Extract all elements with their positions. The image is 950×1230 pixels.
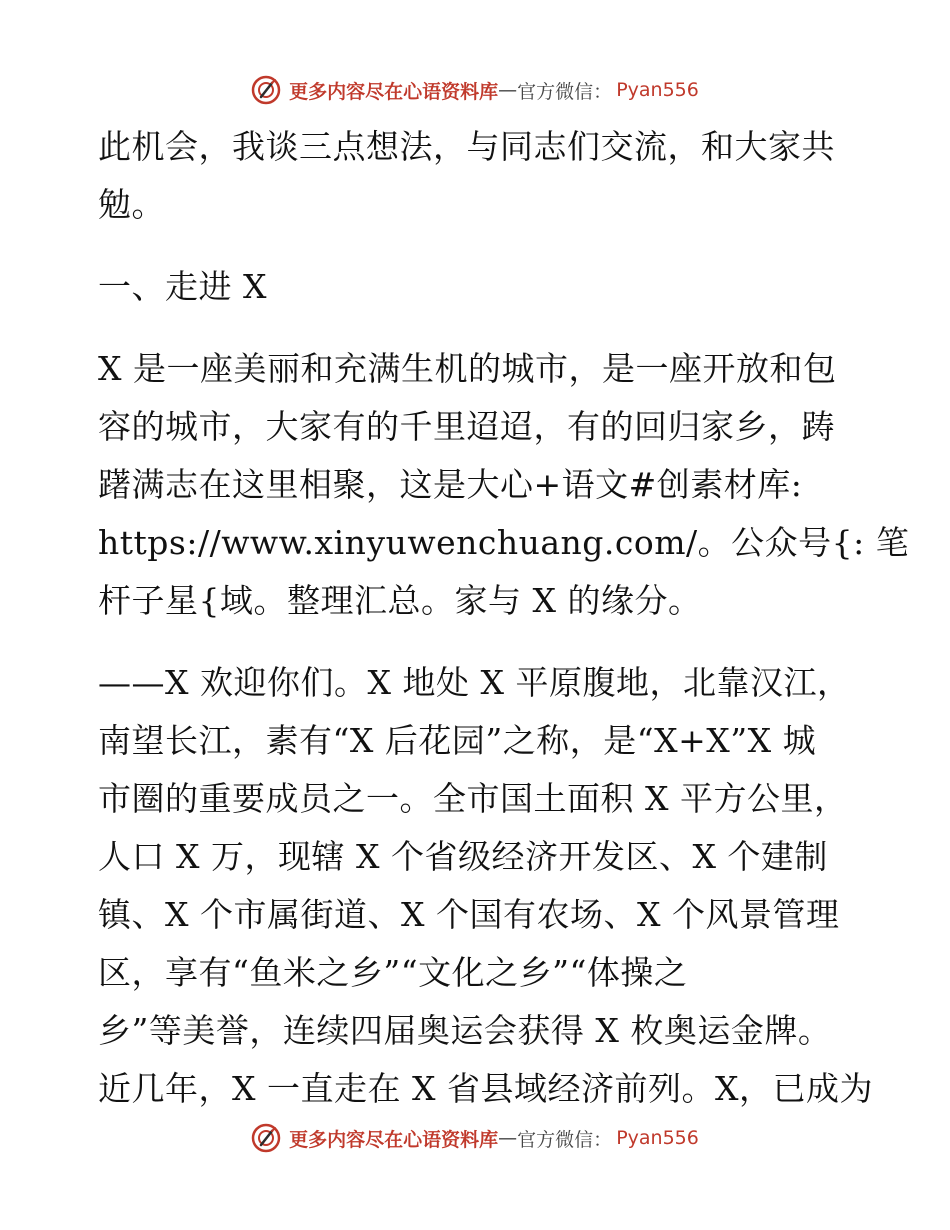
banner-text [289,77,699,104]
text-line: 乡”等美誉，连续四届奥运会获得 X 枚奥运金牌。 [98,1011,832,1050]
footer-banner [0,1118,950,1158]
paragraph [98,118,858,234]
banner-dash: — [498,79,518,101]
text-line: 杆子星{域。整理汇总。家与 X 的缘分。 [98,581,702,620]
banner-title: 更多内容尽在心语资料库 [289,80,499,103]
banner-wechat-label: 官方微信： [517,1128,613,1151]
text-line: 此机会，我谈三点想法，与同志们交流，和大家共 [98,127,835,166]
text-line: 区，享有“鱼米之乡”“文化之乡”“体操之 [98,953,688,992]
logo-icon [251,75,281,105]
text-line: X 是一座美丽和充满生机的城市，是一座开放和包 [98,349,837,388]
paragraph [98,654,873,1118]
text-line: 人口 X 万，现辖 X 个省级经济开发区、X 个建制 [98,837,828,876]
paragraph [98,340,910,630]
text-line: 容的城市，大家有的千里迢迢，有的回归家乡，踌 [98,407,835,446]
text-line: 近几年，X 一直走在 X 省县域经济前列。X，已成为 [98,1069,873,1108]
banner-text [289,1125,699,1152]
text-line: 市圈的重要成员之一。全市国土面积 X 平方公里， [98,779,848,818]
text-line: 躇满志在这里相聚，这是大心+语文#创素材库: [98,465,803,504]
banner-title: 更多内容尽在心语资料库 [289,1128,499,1151]
banner-wechat-id: Pyan556 [616,1127,699,1149]
header-banner [0,70,950,110]
banner-wechat-id: Pyan556 [616,79,699,101]
section-heading [98,258,858,316]
document-body [98,118,910,1118]
banner-wechat-label: 官方微信： [517,80,613,103]
text-line: 镇、X 个市属街道、X 个国有农场、X 个风景管理 [98,895,840,934]
banner-dash: — [498,1127,518,1149]
text-line: 南望长江，素有“X 后花园”之称，是“X+X”X 城 [98,721,817,760]
heading-line: 一、走进 X [98,267,267,306]
logo-icon [251,1123,281,1153]
text-line: 勉。 [98,185,165,224]
text-line: ——X 欢迎你们。X 地处 X 平原腹地，北靠汉江， [98,663,851,702]
text-line: https://www.xinyuwenchuang.com/。公众号{: 笔 [98,523,910,562]
